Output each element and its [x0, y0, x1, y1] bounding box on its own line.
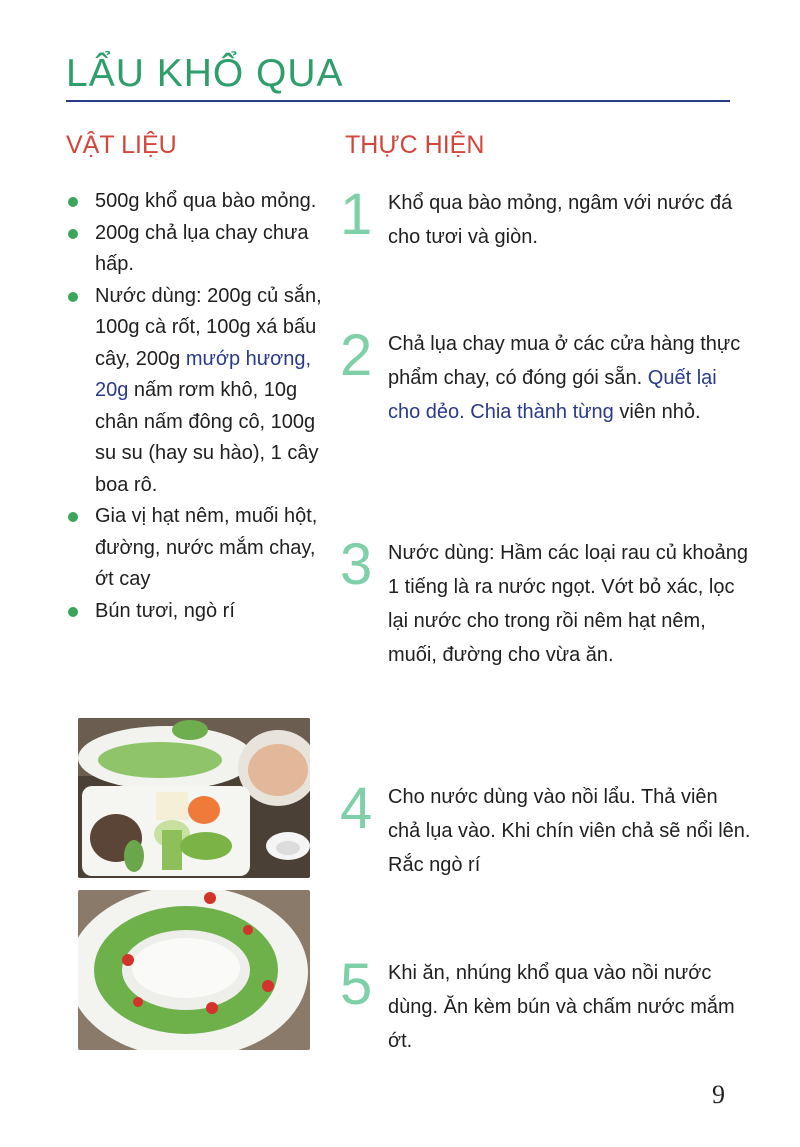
step-text: Khổ qua bào mỏng, ngâm với nước đá cho tươi và giòn. — [388, 192, 733, 248]
step-number: 3 — [340, 532, 373, 597]
ingredient-text: Bún tươi, ngò rí — [95, 599, 235, 622]
steps-heading: THỰC HIỆN — [345, 131, 485, 159]
ingredient-item — [66, 218, 326, 281]
ingredient-text: Gia vị hạt nêm, muối hột, đường, nước mắm chay, ớt cay — [95, 505, 318, 590]
step-text: Cho nước dùng vào nồi lẩu. Thả viên chả lụa vào. Khi chín viên chả sẽ nổi lên. Rắc ngò rí — [388, 786, 751, 876]
step-number: 2 — [340, 323, 373, 388]
ingredient-text: 200g chả lụa chay chưa hấp. — [95, 221, 309, 275]
step-number: 1 — [340, 182, 373, 247]
step-text: Khi ăn, nhúng khổ qua vào nồi nước dùng. Ăn kèm bún và chấm nước mắm ớt. — [388, 962, 735, 1052]
ingredients-list — [66, 186, 326, 627]
steps-section — [340, 0, 760, 1147]
ingredients-photo — [78, 718, 310, 878]
ingredient-item — [66, 596, 326, 628]
ingredient-text: 500g khổ qua bào mỏng. — [95, 190, 317, 212]
dish-photo — [78, 890, 310, 1050]
step-text-highlight: Quết lại cho dẻo. Chia thành từng — [388, 367, 717, 423]
ingredient-item — [66, 501, 326, 596]
ingredient-item — [66, 281, 326, 502]
step-text-tail: viên nhỏ. — [613, 401, 701, 423]
bullet-icon — [68, 607, 78, 617]
step-text — [388, 327, 753, 429]
ingredients-heading: VẬT LIỆU — [66, 131, 177, 159]
step-text-main: Chả lụa chay mua ở các cửa hàng thực phẩm chay, có đóng gói sẵn. — [388, 333, 741, 389]
step-number: 4 — [340, 776, 373, 841]
bullet-icon — [68, 512, 78, 522]
bullet-icon — [68, 229, 78, 239]
ingredient-text: Nước dùng: 200g củ sắn, 100g cà rốt, 100g xá bấu cây, 200g — [95, 284, 322, 370]
ingredient-item — [66, 186, 326, 218]
bullet-icon — [68, 197, 78, 207]
bullet-icon — [68, 292, 78, 302]
step-number: 5 — [340, 952, 373, 1017]
ingredient-text-highlight: mướp hương, 20g — [95, 347, 312, 401]
page-title: LẨU KHỔ QUA — [66, 52, 344, 95]
step-text: Nước dùng: Hầm các loại rau củ khoảng 1 tiếng là ra nước ngọt. Vớt bỏ xác, lọc lại nước cho trong rồi nêm hạt nêm, muối, đường cho vừa ăn. — [388, 542, 749, 666]
ingredient-text-tail: nấm rơm khô, 10g chân nấm đông cô, 100g su su (hay su hào), 1 cây boa rô. — [95, 379, 319, 496]
page-number: 9 — [712, 1080, 725, 1109]
